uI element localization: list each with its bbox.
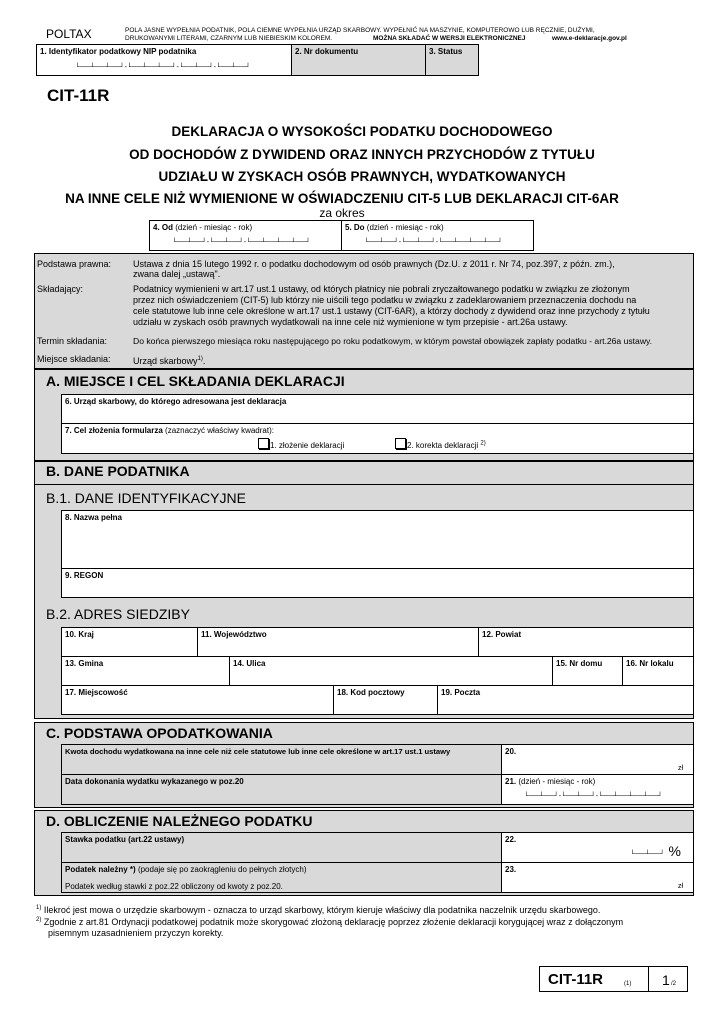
- footnote-2-continued: pisemnym uzasadnieniem przyczyn korekty.: [48, 928, 224, 938]
- currency-unit: zł: [677, 883, 683, 890]
- section-d-title: D. OBLICZENIE NALEŻNEGO PODATKU: [46, 813, 313, 829]
- period-to-boxes: └──┴──┘-└──┴──┘-└──┴──┴──┴──┘: [364, 239, 503, 246]
- legal-basis-text-1: Ustawa z dnia 15 lutego 1992 r. o podatku dochodowym od osób prawnych (Dz.U. z 2011 r. Nr 74, poz.397, z późn. zm.),: [133, 259, 615, 269]
- regon-field[interactable]: [61, 568, 694, 598]
- expense-date-field[interactable]: [501, 774, 694, 805]
- period-from-label: 4. Od (dzień - miesiąc - rok): [153, 223, 253, 232]
- submitter-text-1: Podatnicy wymienieni w art.17 ust.1 ustawy, od których płatnicy nie pobrali zryczałtowanego podatku w związku ze złożonym: [133, 284, 630, 294]
- tax-due-label-cell: [61, 862, 502, 893]
- postal-code-label: 18. Kod pocztowy: [337, 688, 405, 697]
- income-row-label-cell: [61, 744, 502, 775]
- title-line-1: DEKLARACJA O WYSOKOŚCI PODATKU DOCHODOWEGO: [171, 124, 553, 139]
- date-row-label: Data dokonania wydatku wykazanego w poz.20: [65, 777, 244, 786]
- post-office-field[interactable]: [437, 685, 694, 715]
- footer-version: (1): [624, 981, 632, 987]
- nip-field[interactable]: [36, 44, 292, 76]
- tax-office-label: 6. Urząd skarbowy, do którego adresowana jest deklaracja: [65, 397, 287, 406]
- section-b-title: B. DANE PODATNIKA: [46, 463, 190, 479]
- apartment-number-label: 16. Nr lokalu: [626, 659, 674, 668]
- section-b2-title: B.2. ADRES SIEDZIBY: [46, 606, 190, 622]
- place-label: Miejsce składania:: [37, 354, 111, 364]
- submitter-label: Składający:: [37, 284, 84, 294]
- period-from-boxes: └──┴──┘-└──┴──┘-└──┴──┴──┴──┘: [172, 239, 311, 246]
- form-code: CIT-11R: [47, 86, 110, 105]
- divider: [34, 484, 694, 485]
- regon-label: 9. REGON: [65, 571, 104, 580]
- income-amount-field[interactable]: [501, 744, 694, 775]
- expense-date-boxes: └──┴──┘-└──┴──┘-└──┴──┴──┴──┘: [524, 793, 663, 800]
- municipality-field[interactable]: [61, 656, 230, 686]
- option-correction[interactable]: 2. korekta deklaracji $^{2)}$: [395, 438, 486, 450]
- footnote-1: $^{1)}$ Ilekroć jest mowa o urzędzie skarbowym - oznacza to urząd skarbowy, którym kieruje właściwy dla podatnika naczelnik urzędu skarbowego.: [36, 905, 601, 915]
- date-row-label-cell: [61, 774, 502, 805]
- website: www.e-deklaracje.gov.pl: [552, 35, 627, 42]
- footer-page-box: [648, 966, 688, 992]
- tax-due-label: Podatek należny *) (podaje się po zaokrągleniu do pełnych złotych): [65, 865, 307, 874]
- title-line-4: NA INNE CELE NIŻ WYMIENIONE W OŚWIADCZENIU CIT-5 LUB DEKLARACJI CIT-6AR: [65, 191, 619, 206]
- apartment-number-field[interactable]: [622, 656, 694, 686]
- footer-form-code-box: [539, 966, 649, 992]
- full-name-field[interactable]: [61, 510, 694, 569]
- status-label: 3. Status: [429, 47, 463, 56]
- postal-code-field[interactable]: [333, 685, 438, 715]
- poltax-label: POLTAX: [46, 27, 92, 41]
- nip-label: 1. Identyfikator podatkowy NIP podatnika: [40, 47, 197, 56]
- header-instructions-2: DRUKOWANYMI LITERAMI, CZARNYM LUB NIEBIESKIM KOLOREM.: [125, 35, 333, 42]
- county-label: 12. Powiat: [482, 630, 522, 639]
- county-field[interactable]: [478, 627, 694, 657]
- submitter-text-2: przez nich oświadczeniem (CIT-5) lub którzy nie uiścili tego podatku w związku z zadeklarowaniem przeznaczenia dochodu na: [133, 295, 637, 305]
- footer-form-code: CIT-11R: [548, 971, 604, 988]
- submitter-text-3: cele statutowe lub inne cele określone w art.17 ust.1 ustawy (CIT-6AR), a którzy dochody z dywidend oraz inne przychody z tytułu: [133, 306, 650, 316]
- full-name-label: 8. Nazwa pełna: [65, 513, 122, 522]
- section-c-title: C. PODSTAWA OPODATKOWANIA: [46, 725, 273, 741]
- purpose-label: 7. Cel złożenia formularza (zaznaczyć właściwy kwadrat):: [65, 426, 274, 435]
- document-number-label: 2. Nr dokumentu: [295, 47, 359, 56]
- tax-due-field[interactable]: [501, 862, 694, 893]
- field-20-label: 20.: [505, 747, 517, 756]
- option-submission[interactable]: 1. złożenie deklaracji: [258, 438, 344, 450]
- deadline-text: Do końca pierwszego miesiąca roku następującego po roku podatkowym, w którym powstał obowiązek zapłaty podatku - art.26a ustawy.: [133, 336, 653, 346]
- title-line-3: UDZIAŁU W ZYSKACH OSÓB PRAWNYCH, WYDATKOWANYCH: [158, 169, 566, 184]
- legal-basis-label: Podstawa prawna:: [37, 259, 112, 269]
- tax-office-field[interactable]: [61, 394, 694, 424]
- field-23-label: 23.: [505, 865, 517, 874]
- municipality-label: 13. Gmina: [65, 659, 104, 668]
- period-label: za okres: [319, 206, 365, 220]
- footnote-2: $^{2)}$ Zgodnie z art.81 Ordynacji podatkowej podatnik może skorygować złożoną deklarację poprzez złożenie deklaracji korygującej wraz z dołączonym: [36, 917, 624, 927]
- page-number: 1: [662, 972, 670, 988]
- field-22-label: 22.: [505, 835, 517, 844]
- voivodeship-field[interactable]: [197, 627, 479, 657]
- place-text: Urząd skarbowy$^{1)}$.: [133, 356, 206, 366]
- city-field[interactable]: [61, 685, 334, 715]
- country-label: 10. Kraj: [65, 630, 94, 639]
- field-21-label: 21. (dzień - miesiąc - rok): [505, 777, 596, 786]
- status-field: [425, 44, 479, 76]
- tax-rate-label-cell: [61, 832, 502, 863]
- period-to-label: 5. Do (dzień - miesiąc - rok): [345, 223, 444, 232]
- title-line-2: OD DOCHODÓW Z DYWIDEND ORAZ INNYCH PRZYCHODÓW Z TYTUŁU: [129, 147, 595, 162]
- post-office-label: 19. Poczta: [441, 688, 481, 697]
- percent-sign: %: [668, 843, 681, 859]
- tax-rate-boxes: └──┴──┘: [630, 851, 665, 858]
- header-instructions-1: POLA JASNE WYPEŁNIA PODATNIK, POLA CIEMNE WYPEŁNIA URZĄD SKARBOWY. WYPEŁNIĆ NA MASZYNIE, KOMPUTEROWO LUB RĘCZNIE, DUŻYMI,: [125, 27, 595, 34]
- page-total: /2: [671, 981, 677, 987]
- electronic-note: MOŻNA SKŁADAĆ W WERSJI ELEKTRONICZNEJ: [373, 35, 526, 42]
- purpose-field: [61, 423, 694, 454]
- section-b1-title: B.1. DANE IDENTYFIKACYJNE: [46, 490, 246, 506]
- checkbox-icon[interactable]: [395, 438, 406, 449]
- income-row-label: Kwota dochodu wydatkowana na inne cele niż cele statutowe lub inne cele określone w art.17 ust.1 ustawy: [65, 747, 451, 756]
- tax-due-sublabel: Podatek według stawki z poz.22 obliczony od kwoty z poz.20.: [65, 882, 283, 891]
- checkbox-icon[interactable]: [258, 438, 269, 449]
- section-a-title: A. MIEJSCE I CEL SKŁADANIA DEKLARACJI: [46, 373, 345, 389]
- street-field[interactable]: [229, 656, 553, 686]
- period-from-field[interactable]: [149, 220, 342, 251]
- document-number-field: [291, 44, 426, 76]
- nip-boxes: └──┴──┴──┘-└──┴──┴──┘-└──┴──┘-└──┴──┘: [75, 64, 251, 71]
- voivodeship-label: 11. Województwo: [201, 630, 267, 639]
- currency-unit: zł: [677, 765, 683, 772]
- city-label: 17. Miejscowość: [65, 688, 128, 697]
- street-label: 14. Ulica: [233, 659, 266, 668]
- tax-rate-field[interactable]: [501, 832, 694, 863]
- legal-basis-text-2: zwana dalej „ustawą".: [133, 269, 221, 279]
- tax-rate-label: Stawka podatku (art.22 ustawy): [65, 835, 185, 844]
- period-to-field[interactable]: [341, 220, 534, 251]
- country-field[interactable]: [61, 627, 198, 657]
- house-number-field[interactable]: [552, 656, 623, 686]
- submitter-text-4: udziału w zyskach osób prawnych wydatkowali na inne cele niż wymienione w tym przepisie - art.26a ustawy.: [133, 317, 568, 327]
- deadline-label: Termin składania:: [37, 336, 108, 346]
- house-number-label: 15. Nr domu: [556, 659, 603, 668]
